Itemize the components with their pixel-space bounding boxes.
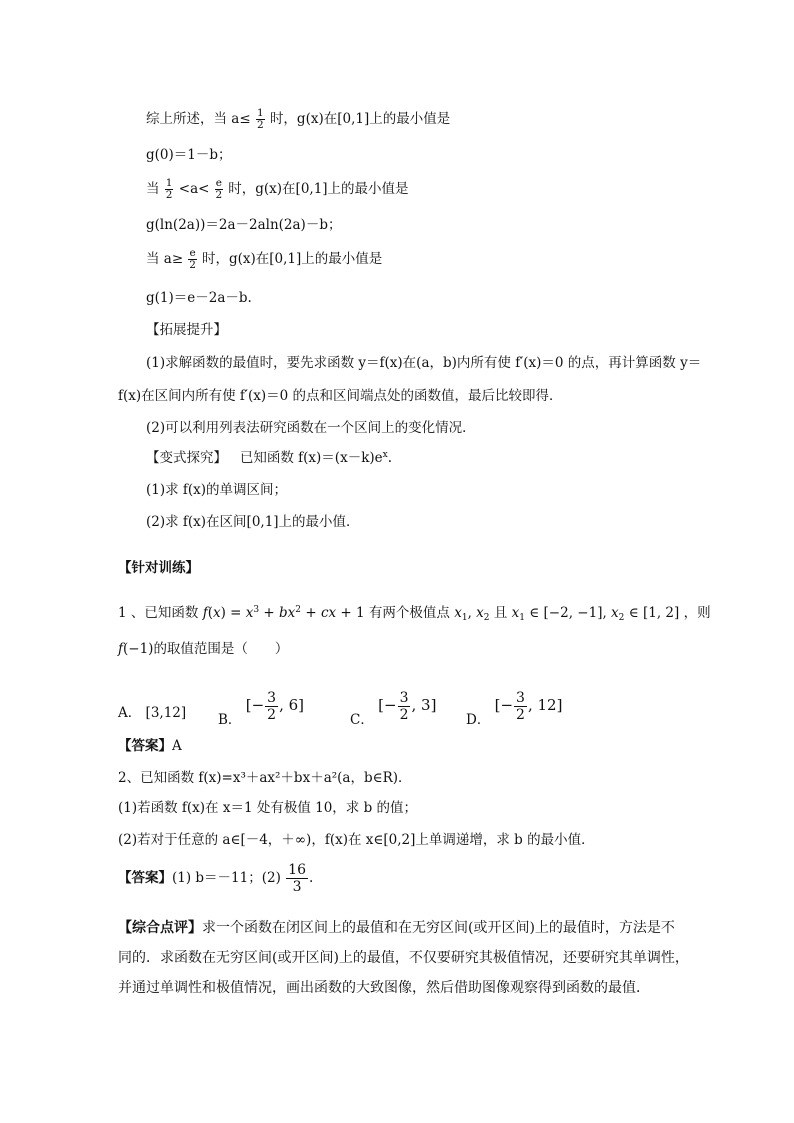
fraction: $\frac{e}{2}$ <box>215 177 223 201</box>
summary-line-5: 当 a≥ $\frac{e}{2}$ 时，g(x)在[0,1]上的最小值是 <box>146 247 383 271</box>
question-2-line-2: (1)若函数 f(x)在 x＝1 处有极值 10，求 b 的值； <box>118 800 418 816</box>
option-c: C． [− $\frac{3}{2}$ , 3] <box>350 690 437 728</box>
extension-line-3: (2)可以利用列表法研究函数在一个区间上的变化情况． <box>146 420 476 436</box>
fraction: $\frac{3}{2}$ <box>267 690 277 723</box>
variant-line-2: (1)求 f(x)的单调区间； <box>146 482 288 498</box>
summary-line-2: g(0)＝1－b； <box>146 147 232 163</box>
fraction: $\frac{3}{2}$ <box>516 690 525 723</box>
fraction: $\frac{e}{2}$ <box>189 247 196 271</box>
fraction: $\frac{16}{3}$ <box>288 862 306 895</box>
variant-line-1: 【变式探究】 已知函数 $f(x)=(x-k)e^x$. <box>146 450 393 466</box>
section-heading-training: 【针对训练】 <box>118 560 199 576</box>
comment-line-1: 【综合点评】求一个函数在闭区间上的最值和在无穷区间(或开区间)上的最值时，方法是不 <box>118 920 675 936</box>
summary-line-6: g(1)＝e－2a－b. <box>146 290 252 306</box>
fraction: $\frac{1}{2}$ <box>165 177 173 201</box>
summary-line-1: 综上所述，当 a≤ $\frac{1}{2}$ 时，g(x)在[0,1]上的最小值是 <box>146 107 451 131</box>
option-a: A． [3,12] <box>118 705 187 721</box>
summary-line-4: g(ln(2a))＝2a－2aln(2a)－b； <box>146 217 342 233</box>
option-b: B． [− $\frac{3}{2}$ , 6] <box>218 690 304 728</box>
section-heading-extension: 【拓展提升】 <box>146 322 227 338</box>
question-2-line-3: (2)若对于任意的 a∈[－4，＋∞)，f(x)在 x∈[0,2]上单调递增，求 b 的最小值． <box>118 832 595 848</box>
extension-line-2: f(x)在区间内所有使 f′(x)＝0 的点和区间端点处的函数值，最后比较即得． <box>118 388 563 404</box>
fraction: $\frac{3}{2}$ <box>399 690 409 723</box>
question-1-line-1: 1 、已知函数 $f(x) = x^3 + bx^2$ + cx + 1 有两个极值点 $x_1$, $x_2$ 且 $x_1$ ∈ [−2, −1], $x_2$ ∈ [1, 2] ，则 <box>118 605 711 623</box>
comment-line-2: 同的．求函数在无穷区间(或开区间)上的最值，不仅要研究其极值情况，还要研究其单调性， <box>118 950 689 966</box>
fraction: $\frac{1}{2}$ <box>256 107 264 131</box>
variant-line-3: (2)求 f(x)在区间[0,1]上的最小值． <box>146 514 360 530</box>
extension-line-1: (1)求解函数的最值时，要先求函数 y＝f(x)在(a，b)内所有使 f′(x)＝0 的点，再计算函数 y＝ <box>146 355 702 371</box>
answer-1: 【答案】A <box>118 738 182 754</box>
question-2-line-1: 2、已知函数 f(x)=x³＋ax²＋bx＋a²(a，b∈R)． <box>118 770 412 786</box>
answer-2: 【答案】(1) b＝－11；(2) $\frac{16}{3}$ . <box>118 862 314 895</box>
comment-line-3: 并通过单调性和极值情况，画出函数的大致图像，然后借助图像观察得到函数的最值． <box>118 980 650 996</box>
summary-line-3: 当 $\frac{1}{2}$ <a< $\frac{e}{2}$ 时，g(x)在[0,1]上的最小值是 <box>146 177 409 201</box>
question-1-line-2: f(−1)的取值范围是（ ） <box>118 641 289 657</box>
option-d: D． [− $\frac{3}{2}$ , 12] <box>466 690 563 728</box>
